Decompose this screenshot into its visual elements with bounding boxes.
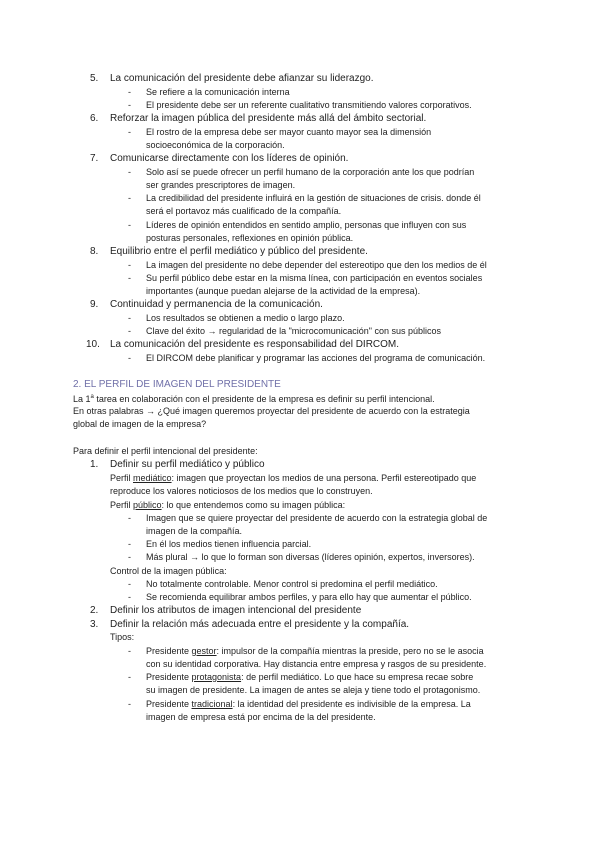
bullet-dash: - <box>128 646 131 656</box>
bullet-text: En él los medios tienen influencia parcial. <box>146 539 312 549</box>
step-number: 1. <box>90 459 99 470</box>
bullet-text: Los resultados se obtienen a medio o largo plazo. <box>146 313 345 323</box>
intro-paragraph-2: En otras palabras → ¿Qué imagen queremos proyectar del presidente de acuerdo con la estrategia <box>73 406 470 416</box>
bullet-text: Clave del éxito → regularidad de la "microcomunicación" con sus públicos <box>146 326 442 336</box>
bullet-dash: - <box>128 273 131 283</box>
bullet-text: Solo así se puede ofrecer un perfil humano de la corporación ante los que podrían <box>146 167 475 177</box>
item-title: La comunicación del presidente debe afianzar su liderazgo. <box>110 73 374 84</box>
bullet-text: No totalmente controlable. Menor control si predomina el perfil mediático. <box>146 579 438 589</box>
item-number: 5. <box>90 73 99 84</box>
perfil-publico-def: Perfil público: lo que entendemos como su imagen pública: <box>110 500 346 510</box>
bullet-text: El DIRCOM debe planificar y programar las acciones del programa de comunicación. <box>146 353 486 363</box>
item-title: Reforzar la imagen pública del presidente más allá del ámbito sectorial. <box>110 113 427 124</box>
section-heading: 2. EL PERFIL DE IMAGEN DEL PRESIDENTE <box>73 379 281 390</box>
item-number: 10. <box>86 339 100 350</box>
item-number: 9. <box>90 299 99 310</box>
bullet-dash: - <box>128 260 131 270</box>
item-title: La comunicación del presidente es responsabilidad del DIRCOM. <box>110 339 400 350</box>
bullet-dash: - <box>128 193 131 203</box>
item-number: 8. <box>90 246 99 257</box>
bullet-dash: - <box>128 539 131 549</box>
tipos-label: Tipos: <box>110 632 135 642</box>
bullet-text: Imagen que se quiere proyectar del presidente de acuerdo con la estrategia global de <box>146 513 488 523</box>
intro-paragraph: La 1$^a$ tarea en colaboración con el presidente de la empresa es definir su perfil intencional. <box>73 394 435 404</box>
type-tradicional: Presidente tradicional: la identidad del presidente es indivisible de la empresa. La <box>146 699 471 709</box>
type-protagonista-cont: su imagen de presidente. La imagen de antes se aleja y tiene todo el protagonismo. <box>146 685 481 695</box>
bullet-dash: - <box>128 167 131 177</box>
step-title: Definir la relación más adecuada entre el presidente y la compañía. <box>110 619 410 630</box>
bullet-dash: - <box>128 672 131 682</box>
bullet-text: Se refiere a la comunicación interna <box>146 87 290 97</box>
bullet-dash: - <box>128 513 131 523</box>
bullet-dash: - <box>128 552 131 562</box>
perfil-mediatico-def-cont: reproduce los valores noticiosos de los medios que lo construyen. <box>110 486 373 496</box>
bullet-dash: - <box>128 353 131 363</box>
type-gestor-cont: con su identidad corporativa. Hay distancia entre empresa y rasgos de su presidente. <box>146 659 487 669</box>
bullet-text: La credibilidad del presidente influirá en la gestión de situaciones de crisis. donde él <box>146 193 481 203</box>
bullet-text: La imagen del presidente no debe depender del estereotipo que den los medios de él <box>146 260 487 270</box>
bullet-text: ser grandes prescriptores de imagen. <box>146 180 296 190</box>
bullet-dash: - <box>128 100 131 110</box>
bullet-dash: - <box>128 699 131 709</box>
bullet-dash: - <box>128 220 131 230</box>
bullet-text: El presidente debe ser un referente cualitativo transmitiendo valores corporativos. <box>146 100 472 110</box>
item-number: 6. <box>90 113 99 124</box>
bullet-text: posturas personales, reflexiones en opinión pública. <box>146 233 354 243</box>
bullet-text: Su perfil público debe estar en la misma línea, con participación en eventos sociales <box>146 273 483 283</box>
step-title: Definir los atributos de imagen intencional del presidente <box>110 605 362 616</box>
define-intro: Para definir el perfil intencional del presidente: <box>73 446 258 456</box>
bullet-text: El rostro de la empresa debe ser mayor cuanto mayor sea la dimensión <box>146 127 432 137</box>
bullet-dash: - <box>128 87 131 97</box>
bullet-dash: - <box>128 592 131 602</box>
item-title: Comunicarse directamente con los líderes de opinión. <box>110 153 349 164</box>
bullet-text: Líderes de opinión entendidos en sentido amplio, personas que influyen con sus <box>146 220 467 230</box>
type-gestor: Presidente gestor: impulsor de la compañía mientras la preside, pero no se le asocia <box>146 646 484 656</box>
bullet-dash: - <box>128 313 131 323</box>
perfil-mediatico-def: Perfil mediático: imagen que proyectan los medios de una persona. Perfil estereotipado que <box>110 473 477 483</box>
bullet-text: Más plural → lo que lo forman son diversas (líderes opinión, expertos, inversores). <box>146 552 475 562</box>
item-number: 7. <box>90 153 99 164</box>
bullet-dash: - <box>128 127 131 137</box>
intro-paragraph-2-cont: global de imagen de la empresa? <box>73 419 207 429</box>
control-title: Control de la imagen pública: <box>110 566 227 576</box>
bullet-text: socioeconómica de la corporación. <box>146 140 285 150</box>
bullet-dash: - <box>128 326 131 336</box>
step-title: Definir su perfil mediático y público <box>110 459 265 470</box>
item-title: Equilibrio entre el perfil mediático y público del presidente. <box>110 246 368 257</box>
step-number: 3. <box>90 619 99 630</box>
type-protagonista: Presidente protagonista: de perfil mediático. Lo que hace su empresa recae sobre <box>146 672 474 682</box>
step-number: 2. <box>90 605 99 616</box>
type-tradicional-cont: imagen de empresa está por encima de la del presidente. <box>146 712 376 722</box>
bullet-text: importantes (aunque puedan alejarse de la actividad de la empresa). <box>146 286 421 296</box>
bullet-text: Se recomienda equilibrar ambos perfiles, y para ello hay que aumentar el público. <box>146 592 472 602</box>
bullet-dash: - <box>128 579 131 589</box>
item-title: Continuidad y permanencia de la comunicación. <box>110 299 323 310</box>
bullet-text: imagen de la compañía. <box>146 526 243 536</box>
bullet-text: será el portavoz más cualificado de la compañía. <box>146 206 342 216</box>
